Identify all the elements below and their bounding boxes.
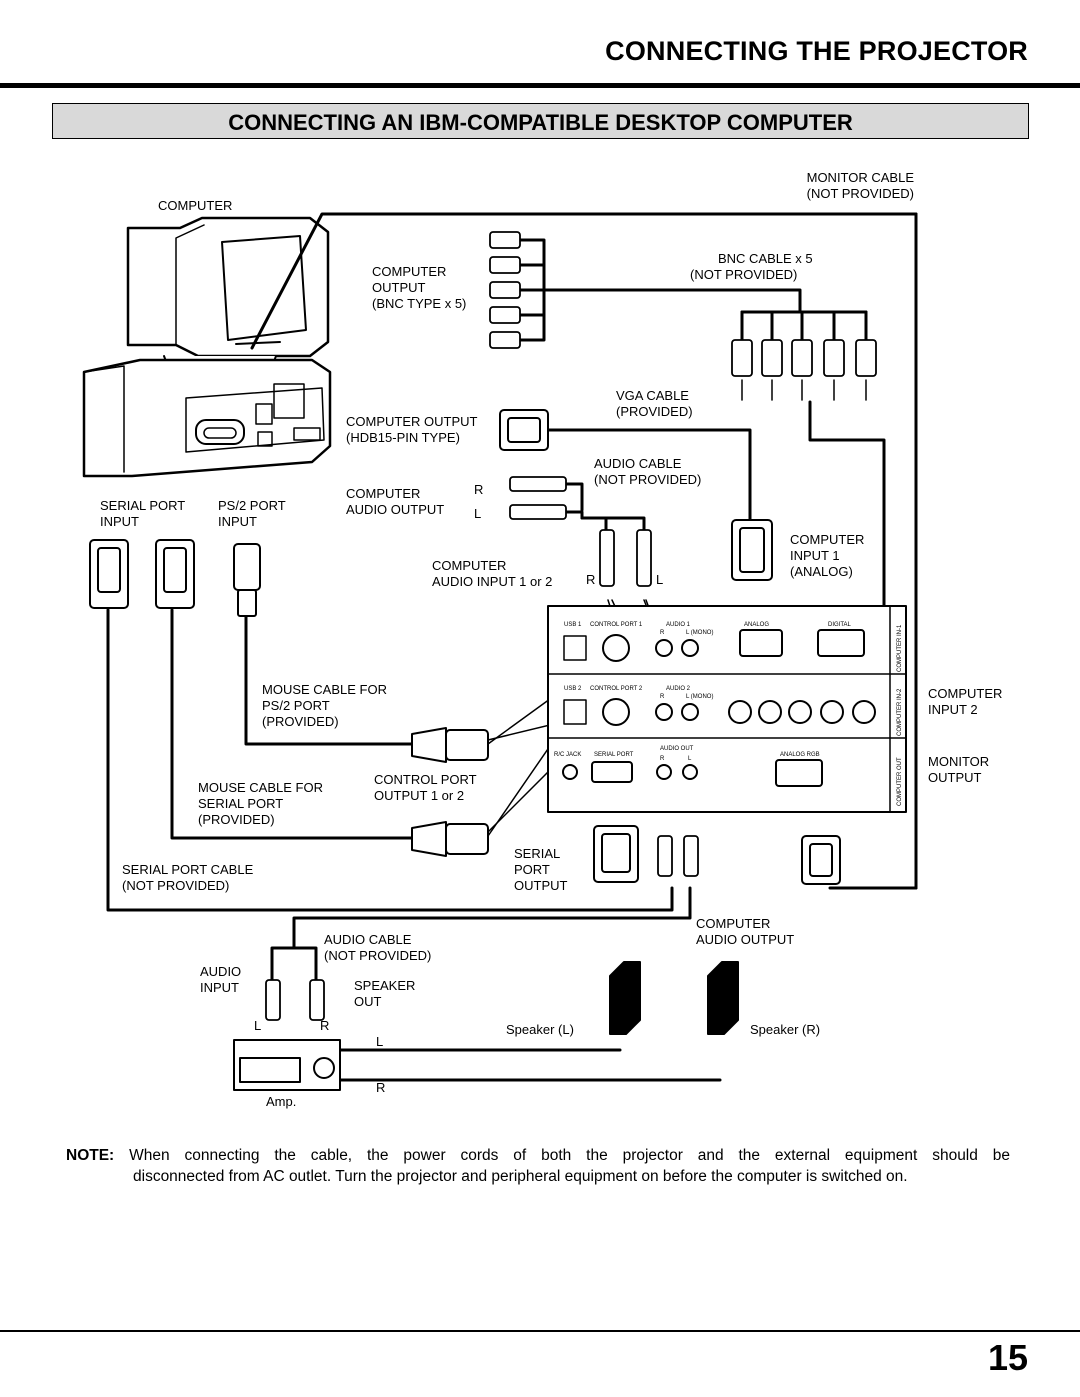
label-serial-port-input-2: INPUT [100, 514, 139, 529]
vga-computer-connector [500, 410, 548, 450]
label-computer-input-2-a: COMPUTER [928, 686, 1003, 701]
panel-label-out-r: R [660, 756, 665, 762]
panel-label-audio-out: AUDIO OUT [660, 746, 694, 752]
label-monitor-output-2: OUTPUT [928, 770, 982, 785]
speakers [610, 962, 738, 1034]
panel-label-audio-1: AUDIO 1 [666, 622, 691, 628]
label-audio-cable-top-1: AUDIO CABLE [594, 456, 682, 471]
label-control-port-output-1: CONTROL PORT [374, 772, 477, 787]
label-computer-input-1-b: INPUT 1 [790, 548, 840, 563]
label-computer-output-bnc-3: (BNC TYPE x 5) [372, 296, 467, 311]
label-vga-cable-2: (PROVIDED) [616, 404, 693, 419]
panel-label-analog: ANALOG [744, 622, 770, 628]
panel-label-l-mono-2: L (MONO) [686, 694, 714, 700]
amplifier [234, 1040, 340, 1090]
label-computer-audio-output-bottom-1: COMPUTER [696, 916, 771, 931]
label-computer-output-bnc-2: OUTPUT [372, 280, 426, 295]
label-computer-output-bnc-1: COMPUTER [372, 264, 447, 279]
label-computer-audio-output-2: AUDIO OUTPUT [346, 502, 445, 517]
label-monitor-cable-1: MONITOR CABLE [806, 170, 914, 185]
label-computer-audio-output-1: COMPUTER [346, 486, 421, 501]
label-control-port-output-2: OUTPUT 1 or 2 [374, 788, 465, 803]
label-amp-l: L [254, 1018, 262, 1033]
label-bnc-cable-1: BNC CABLE x 5 [718, 251, 813, 266]
label-computer-input-1-a: COMPUTER [790, 532, 865, 547]
label-vga-cable-1: VGA CABLE [616, 388, 689, 403]
panel-label-usb2: USB 2 [564, 686, 582, 692]
panel-label-usb1: USB 1 [564, 622, 582, 628]
label-mouse-cable-serial-3: (PROVIDED) [198, 812, 275, 827]
label-audio-out-r: R [474, 482, 484, 497]
label-mouse-cable-serial-2: SERIAL PORT [198, 796, 284, 811]
label-ps2-port-input-2: INPUT [218, 514, 257, 529]
label-computer-audio-input-2: AUDIO INPUT 1 or 2 [432, 574, 553, 589]
computer-illustration [84, 218, 330, 476]
page-header-title: CONNECTING THE PROJECTOR [605, 36, 1028, 66]
panel-label-control-port-1: CONTROL PORT 1 [590, 622, 643, 628]
label-speaker-r: Speaker (R) [750, 1022, 821, 1037]
panel-label-analog-rgb: ANALOG RGB [780, 752, 820, 758]
amp-input-plugs [266, 980, 324, 1020]
panel-label-computer-in-1: COMPUTER IN-1 [897, 624, 903, 672]
page-number: 15 [987, 1337, 1028, 1378]
footer-rule [0, 1330, 1080, 1332]
label-computer-audio-input-1: COMPUTER [432, 558, 507, 573]
audio-output-plugs [510, 477, 566, 519]
label-serial-port-output-2: PORT [514, 862, 550, 877]
note-paragraph [66, 1145, 1010, 1187]
panel-label-r-1: R [660, 630, 665, 636]
panel-label-l-mono-1: L (MONO) [686, 630, 714, 636]
panel-label-audio-2: AUDIO 2 [666, 686, 691, 692]
panel-label-rc-jack: R/C JACK [554, 752, 582, 758]
label-serial-port-output-3: OUTPUT [514, 878, 568, 893]
label-speaker-l: Speaker (L) [506, 1022, 574, 1037]
label-serial-port-input-1: SERIAL PORT [100, 498, 186, 513]
label-bnc-cable-2: (NOT PROVIDED) [690, 267, 798, 282]
panel-label-digital: DIGITAL [828, 622, 851, 628]
label-monitor-cable-2: (NOT PROVIDED) [806, 186, 914, 201]
label-amp-r: R [320, 1018, 330, 1033]
label-serial-port-output-1: SERIAL [514, 846, 561, 861]
label-computer-input-2-b: INPUT 2 [928, 702, 978, 717]
vga-input-connector [732, 520, 772, 580]
monitor-output-connector [802, 836, 840, 884]
label-mouse-cable-serial-1: MOUSE CABLE FOR [198, 780, 323, 795]
label-computer: COMPUTER [158, 198, 233, 213]
bnc-cable-ends [732, 340, 876, 376]
note-line-1 [66, 1145, 1010, 1166]
note-text-2: disconnected from AC outlet. Turn the projector and peripheral equipment on before the computer is switched on. [133, 1168, 908, 1185]
label-speaker-line-r: R [376, 1080, 386, 1095]
label-audio-in-l: L [656, 572, 664, 587]
audio-out-plugs [658, 836, 698, 876]
label-mouse-cable-ps2-1: MOUSE CABLE FOR [262, 682, 387, 697]
panel-label-computer-out: COMPUTER OUT [897, 757, 903, 806]
note-label: NOTE: [66, 1147, 115, 1164]
audio-input-plugs [600, 530, 651, 586]
label-mouse-cable-ps2-3: (PROVIDED) [262, 714, 339, 729]
serial-port-output-connector [594, 826, 638, 882]
label-serial-port-cable-1: SERIAL PORT CABLE [122, 862, 254, 877]
bnc-output-connectors [490, 232, 520, 348]
label-audio-cable-top-2: (NOT PROVIDED) [594, 472, 702, 487]
panel-label-control-port-2: CONTROL PORT 2 [590, 686, 643, 692]
panel-label-computer-in-2: COMPUTER IN-2 [897, 688, 903, 736]
label-audio-out-l: L [474, 506, 482, 521]
section-title: CONNECTING AN IBM-COMPATIBLE DESKTOP COMPUTER [228, 110, 853, 135]
label-monitor-output-1: MONITOR [928, 754, 990, 769]
note-text-1: When connecting the cable, the power cords of both the projector and the external equipment should be [129, 1147, 1010, 1164]
panel-label-serial-port: SERIAL PORT [594, 752, 634, 758]
label-speaker-out-2: OUT [354, 994, 382, 1009]
label-computer-output-hdb-1: COMPUTER OUTPUT [346, 414, 478, 429]
label-computer-input-1-c: (ANALOG) [790, 564, 853, 579]
label-audio-input-1: AUDIO [200, 964, 242, 979]
label-mouse-cable-ps2-2: PS/2 PORT [262, 698, 330, 713]
label-ps2-port-input-1: PS/2 PORT [218, 498, 286, 513]
computer-port-connectors [90, 540, 260, 616]
panel-label-r-2: R [660, 694, 665, 700]
label-speaker-out-1: SPEAKER [354, 978, 416, 993]
label-audio-cable-bottom-2: (NOT PROVIDED) [324, 948, 432, 963]
label-computer-audio-output-bottom-2: AUDIO OUTPUT [696, 932, 795, 947]
label-audio-cable-bottom-1: AUDIO CABLE [324, 932, 412, 947]
panel-label-out-l: L [688, 756, 692, 762]
label-computer-output-hdb-2: (HDB15-PIN TYPE) [346, 430, 460, 445]
label-speaker-line-l: L [376, 1034, 384, 1049]
label-amp: Amp. [266, 1094, 297, 1109]
label-audio-in-r: R [586, 572, 596, 587]
label-serial-port-cable-2: (NOT PROVIDED) [122, 878, 230, 893]
label-audio-input-2: INPUT [200, 980, 239, 995]
projector-terminal-panel [548, 606, 906, 812]
